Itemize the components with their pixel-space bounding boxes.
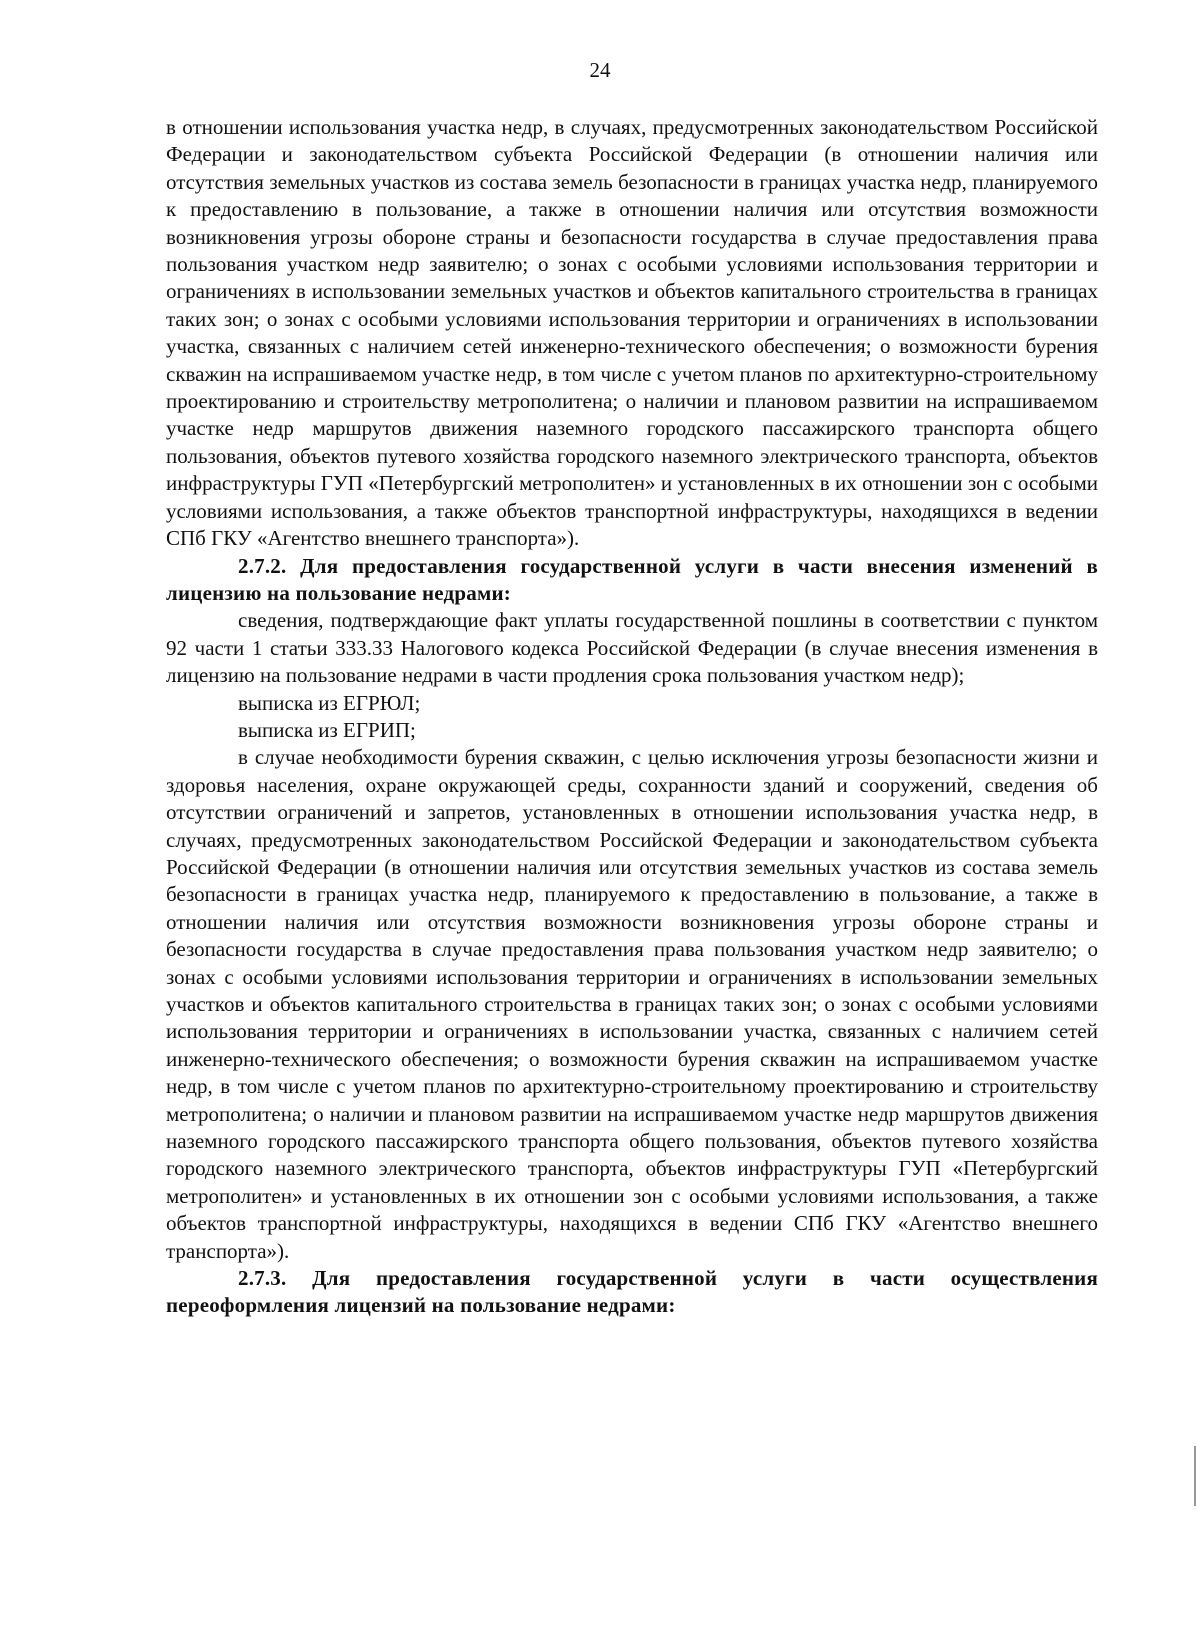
paragraph-state-duty: сведения, подтверждающие факт уплаты государственной пошлины в соответствии с пунктом 92 части 1 статьи 333.33 Налогового кодекса Российской Федерации (в случае внесения изменения в лицензию на пользование недрами в части продления срока пользования участком недр); (166, 608, 1098, 688)
section-heading-2-7-2: 2.7.2. Для предоставления государственной услуги в части внесения изменений в лицензию на пользование недрами: (166, 553, 1098, 605)
paragraph-egrip-extract: выписка из ЕГРИП; (238, 717, 416, 742)
paragraph-drilling-restrictions: в случае необходимости бурения скважин, с целью исключения угрозы безопасности жизни и здоровья населения, охране окружающей среды, сохранности зданий и сооружений, сведения об отсутствии ограничений и запретов, установленных в отношении использования участка недр, в случаях, предусмотренных законодательством Российской Федерации и законодательством субъекта Российской Федерации (в отношении наличия или отсутствия земельных участков из состава земель безопасности в границах участка недр, планируемого к предоставлению в пользование, а также в отношении наличия или отсутствия возможности возникновения угрозы обороне страны и безопасности государства в случае предоставления права пользования участком недр заявителю; о зонах с особыми условиями использования территории и ограничениях в использовании земельных участков и объектов капитального строительства в границах таких зон; о зонах с особыми условиями использования территории и ограничениях в использовании участка, связанных с наличием сетей инженерно-технического обеспечения; о возможности бурения скважин на испрашиваемом участке недр, в том числе с учетом планов по архитектурно-строительному проектированию и строительству метрополитена; о наличии и плановом развитии на испрашиваемом участке недр маршрутов движения наземного городского пассажирского транспорта общего пользования, объектов путевого хозяйства городского наземного электрического транспорта, объектов инфраструктуры ГУП «Петербургский метрополитен» и установленных в их отношении зон с особыми условиями использования, а также объектов транспортной инфраструктуры, находящихся в ведении СПб ГКУ «Агентство внешнего транспорта»). (166, 745, 1098, 1263)
scan-edge-mark (1194, 1446, 1196, 1506)
page-number: 24 (589, 58, 611, 82)
document-body (166, 114, 1098, 1320)
paragraph-restrictions-continued: в отношении использования участка недр, в случаях, предусмотренных законодательством Российской Федерации и законодательством субъекта Российской Федерации (в отношении наличия или отсутствия земельных участков из состава земель безопасности в границах участка недр, планируемого к предоставлению в пользование, а также в отношении наличия или отсутствия возможности возникновения угрозы обороне страны и безопасности государства в случае предоставления права пользования участком недр заявителю; о зонах с особыми условиями использования территории и ограничениях в использовании земельных участков и объектов капитального строительства в границах таких зон; о зонах с особыми условиями использования территории и ограничениях в использовании участка, связанных с наличием сетей инженерно-технического обеспечения; о возможности бурения скважин на испрашиваемом участке недр, в том числе с учетом планов по архитектурно-строительному проектированию и строительству метрополитена; о наличии и плановом развитии на испрашиваемом участке недр маршрутов движения наземного городского пассажирского транспорта общего пользования, объектов путевого хозяйства городского наземного электрического транспорта, объектов инфраструктуры ГУП «Петербургский метрополитен» и установленных в их отношении зон с особыми условиями использования, а также объектов транспортной инфраструктуры, находящихся в ведении СПб ГКУ «Агентство внешнего транспорта»). (166, 115, 1098, 551)
section-heading-2-7-3: 2.7.3. Для предоставления государственной услуги в части осуществления переоформления лицензий на пользование недрами: (166, 1266, 1098, 1318)
paragraph-egrul-extract: выписка из ЕГРЮЛ; (238, 690, 421, 715)
